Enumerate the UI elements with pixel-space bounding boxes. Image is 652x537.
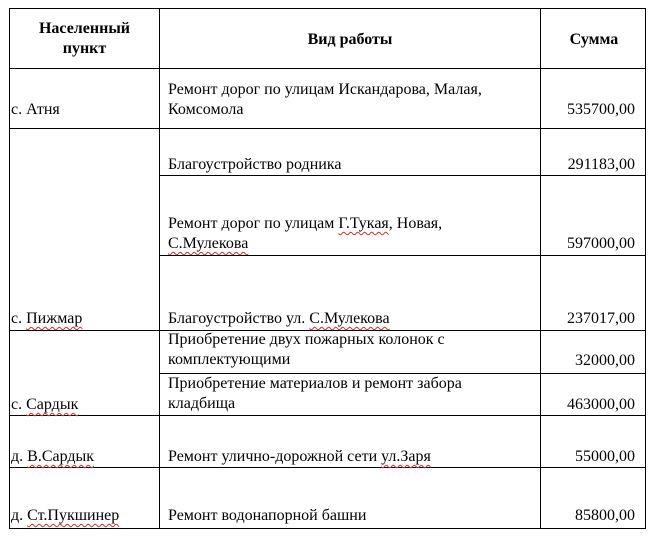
work-type-line: Комсомола xyxy=(168,101,244,118)
work-type-cell xyxy=(168,447,431,467)
text-span: С.Мулекова xyxy=(309,310,390,327)
row-divider xyxy=(159,255,646,256)
work-type-line xyxy=(168,214,442,234)
works-table xyxy=(9,8,646,529)
amount-cell: 55000,00 xyxy=(575,448,635,465)
settlement-cell: с. Атня xyxy=(11,101,60,118)
work-type-cell xyxy=(168,374,462,414)
amount-cell: 535700,00 xyxy=(567,101,635,118)
work-type-line: С.Мулекова xyxy=(168,235,249,252)
text-span: Ремонт дорог по улицам xyxy=(168,215,339,232)
row-divider xyxy=(10,128,646,129)
header-divider xyxy=(10,68,646,69)
settlement-cell xyxy=(11,395,78,415)
amount-cell: 463000,00 xyxy=(567,396,635,413)
text-span: , Новая, xyxy=(388,215,443,232)
work-type-cell xyxy=(168,330,445,370)
work-type-cell xyxy=(168,309,390,329)
row-divider xyxy=(10,415,646,416)
header-settlement-line: Населенный xyxy=(38,20,131,37)
work-type-line: Приобретение материалов и ремонт забора xyxy=(168,375,462,392)
text-span: В.Сардык xyxy=(27,448,95,465)
column-divider xyxy=(159,9,160,528)
amount-cell: 597000,00 xyxy=(567,235,635,252)
amount-cell: 85800,00 xyxy=(575,507,635,524)
header-amount: Сумма xyxy=(569,31,619,48)
work-type-cell: Ремонт водонапорной башни xyxy=(168,507,367,524)
settlement-cell xyxy=(11,447,94,467)
work-type-line: Ремонт дорог по улицам Искандарова, Малая, xyxy=(168,81,482,98)
text-span: с. xyxy=(11,310,27,327)
text-span: Г.Тукая xyxy=(338,215,389,232)
work-type-cell xyxy=(168,214,442,254)
header-settlement-line: пункт xyxy=(62,40,107,57)
amount-cell: 237017,00 xyxy=(567,310,635,327)
text-span: с. xyxy=(11,396,27,413)
header-work-type: Вид работы xyxy=(307,31,393,48)
text-span: Сардык xyxy=(26,396,79,413)
work-type-cell: Благоустройство родника xyxy=(168,156,342,173)
work-type-cell xyxy=(168,80,482,120)
text-span: д. xyxy=(11,448,28,465)
work-type-line: Приобретение двух пожарных колонок с xyxy=(168,331,445,348)
header-settlement xyxy=(10,19,159,59)
work-type-line: кладбища xyxy=(168,395,236,412)
text-span: Пижмар xyxy=(26,310,83,327)
row-divider xyxy=(10,467,646,468)
text-span: Ст.Пукшинер xyxy=(27,507,120,524)
text-span: ул.Заря xyxy=(381,448,431,465)
settlement-cell xyxy=(11,506,119,526)
amount-cell: 291183,00 xyxy=(567,156,635,173)
work-type-line: комплектующими xyxy=(168,351,291,368)
text-span: д. xyxy=(11,507,28,524)
text-span: Ремонт улично-дорожной сети xyxy=(168,448,382,465)
amount-cell: 32000,00 xyxy=(575,352,635,369)
row-divider xyxy=(159,175,646,176)
settlement-cell xyxy=(11,309,82,329)
text-span: Благоустройство ул. xyxy=(168,310,310,327)
